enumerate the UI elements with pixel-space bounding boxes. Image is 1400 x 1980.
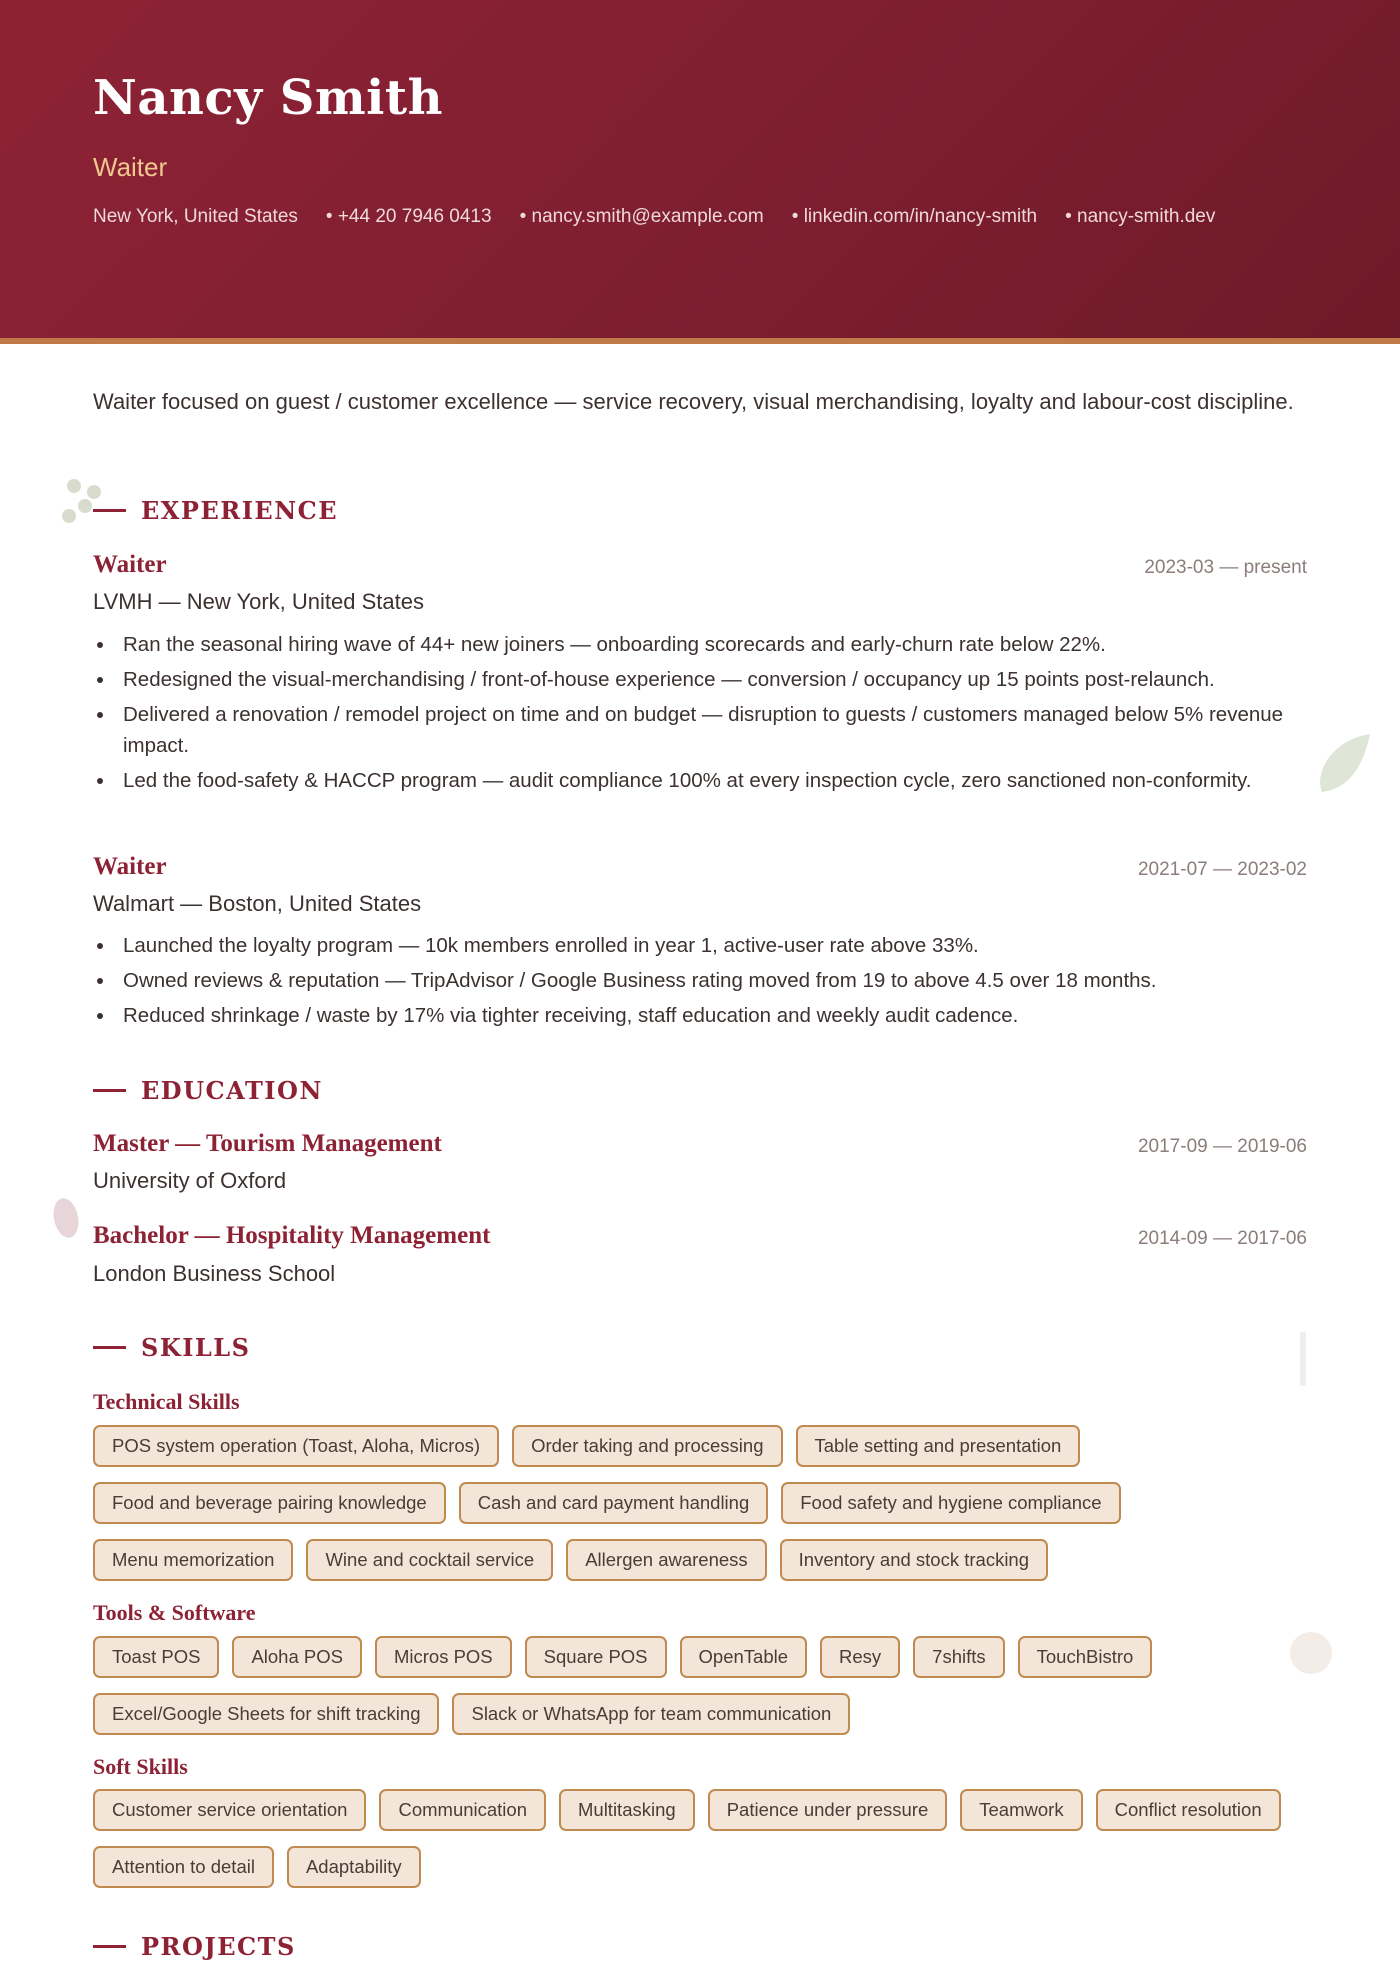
skill-chip: Inventory and stock tracking — [780, 1539, 1048, 1581]
job-company: LVMH — New York, United States — [93, 589, 424, 614]
list-item: Ran the seasonal hiring wave of 44+ new joiners — onboarding scorecards and early-churn rate below 22%. — [93, 629, 1308, 660]
resume-header — [0, 0, 1400, 338]
section-dash — [93, 1945, 126, 1948]
technical-skills-list — [93, 1425, 1313, 1581]
list-item: Owned reviews & reputation — TripAdvisor / Google Business rating moved from 19 to above 4.5 over 18 months. — [93, 965, 1308, 996]
skill-chip: Wine and cocktail service — [306, 1539, 553, 1581]
skill-chip: Table setting and presentation — [796, 1425, 1081, 1467]
degree-title: Bachelor — Hospitality Management — [93, 1222, 491, 1249]
skill-chip: Food and beverage pairing knowledge — [93, 1482, 446, 1524]
skill-chip: TouchBistro — [1018, 1636, 1153, 1678]
contact-info — [93, 206, 1293, 228]
skill-chip: Communication — [379, 1789, 546, 1831]
job-company: Walmart — Boston, United States — [93, 891, 422, 916]
skill-chip: Patience under pressure — [708, 1789, 948, 1831]
job-bullets — [93, 629, 1308, 800]
skill-chip: Micros POS — [375, 1636, 512, 1678]
job-dates: 2023-03 — present — [1144, 557, 1307, 578]
skill-chip: Resy — [820, 1636, 900, 1678]
candidate-name: Nancy Smith — [93, 70, 443, 126]
degree-title: Master — Tourism Management — [93, 1130, 442, 1157]
skill-chip: Adaptability — [287, 1846, 421, 1888]
contact-email[interactable]: • nancy.smith@example.com — [520, 206, 764, 228]
experience-section-title: EXPERIENCE — [93, 496, 338, 525]
school-name: University of Oxford — [93, 1168, 287, 1193]
job-dates: 2021-07 — 2023-02 — [1137, 859, 1307, 880]
job-bullets — [93, 930, 1308, 1035]
decorative-leaf-icon — [1312, 732, 1372, 796]
list-item: Redesigned the visual-merchandising / front-of-house experience — conversion / occupancy up 15 points post-relaunch. — [93, 664, 1308, 695]
list-item: Delivered a renovation / remodel project on time and on budget — disruption to guests / customers managed below 5% revenue impact. — [93, 699, 1308, 761]
job-title: Waiter — [93, 853, 167, 880]
skill-group-title: Technical Skills — [93, 1389, 240, 1414]
skill-chip: Food safety and hygiene compliance — [781, 1482, 1120, 1524]
decorative-petal-icon — [50, 1196, 82, 1240]
education-section-title: EDUCATION — [93, 1076, 323, 1105]
section-dash — [93, 1089, 126, 1092]
skill-chip: Cash and card payment handling — [459, 1482, 769, 1524]
degree-dates: 2014-09 — 2017-06 — [1137, 1228, 1307, 1249]
skill-chip: Allergen awareness — [566, 1539, 766, 1581]
section-dash — [93, 1346, 126, 1349]
summary-text: Waiter focused on guest / customer excellence — service recovery, visual merchandising, loyalty and labour-cost discipline. — [93, 389, 1294, 414]
contact-phone: • +44 20 7946 0413 — [326, 206, 492, 228]
skill-chip: Slack or WhatsApp for team communication — [452, 1693, 850, 1735]
contact-location: New York, United States — [93, 206, 298, 227]
skill-chip: Customer service orientation — [93, 1789, 366, 1831]
decorative-circle — [1290, 1632, 1332, 1674]
list-item: Reduced shrinkage / waste by 17% via tighter receiving, staff education and weekly audit cadence. — [93, 1000, 1308, 1031]
degree-dates: 2017-09 — 2019-06 — [1137, 1136, 1307, 1157]
list-item: Launched the loyalty program — 10k members enrolled in year 1, active-user rate above 33%. — [93, 930, 1308, 961]
skill-group-title: Tools & Software — [93, 1600, 256, 1625]
skill-chip: Teamwork — [960, 1789, 1082, 1831]
skill-chip: Square POS — [525, 1636, 667, 1678]
skill-chip: Multitasking — [559, 1789, 695, 1831]
section-dash — [93, 509, 126, 512]
skill-chip: Aloha POS — [232, 1636, 362, 1678]
skills-section-title: SKILLS — [93, 1333, 251, 1362]
skill-chip: OpenTable — [680, 1636, 807, 1678]
skill-chip: Excel/Google Sheets for shift tracking — [93, 1693, 439, 1735]
job-title: Waiter — [93, 551, 167, 578]
header-divider — [0, 338, 1400, 344]
contact-website[interactable]: • nancy-smith.dev — [1065, 206, 1215, 228]
list-item: Led the food-safety & HACCP program — audit compliance 100% at every inspection cycle, zero sanctioned non-conformity. — [93, 765, 1308, 796]
skill-group-title: Soft Skills — [93, 1754, 188, 1779]
candidate-role: Waiter — [93, 152, 168, 182]
school-name: London Business School — [93, 1261, 336, 1286]
skill-chip: Menu memorization — [93, 1539, 293, 1581]
soft-skills-list — [93, 1789, 1313, 1888]
skill-chip: 7shifts — [913, 1636, 1004, 1678]
skill-chip: POS system operation (Toast, Aloha, Micros) — [93, 1425, 499, 1467]
skill-chip: Conflict resolution — [1096, 1789, 1281, 1831]
tools-list — [93, 1636, 1313, 1735]
skill-chip: Order taking and processing — [512, 1425, 782, 1467]
contact-linkedin[interactable]: • linkedin.com/in/nancy-smith — [792, 206, 1037, 228]
skill-chip: Attention to detail — [93, 1846, 274, 1888]
projects-section-title: PROJECTS — [93, 1932, 296, 1961]
skill-chip: Toast POS — [93, 1636, 219, 1678]
decorative-bar — [1300, 1332, 1306, 1386]
